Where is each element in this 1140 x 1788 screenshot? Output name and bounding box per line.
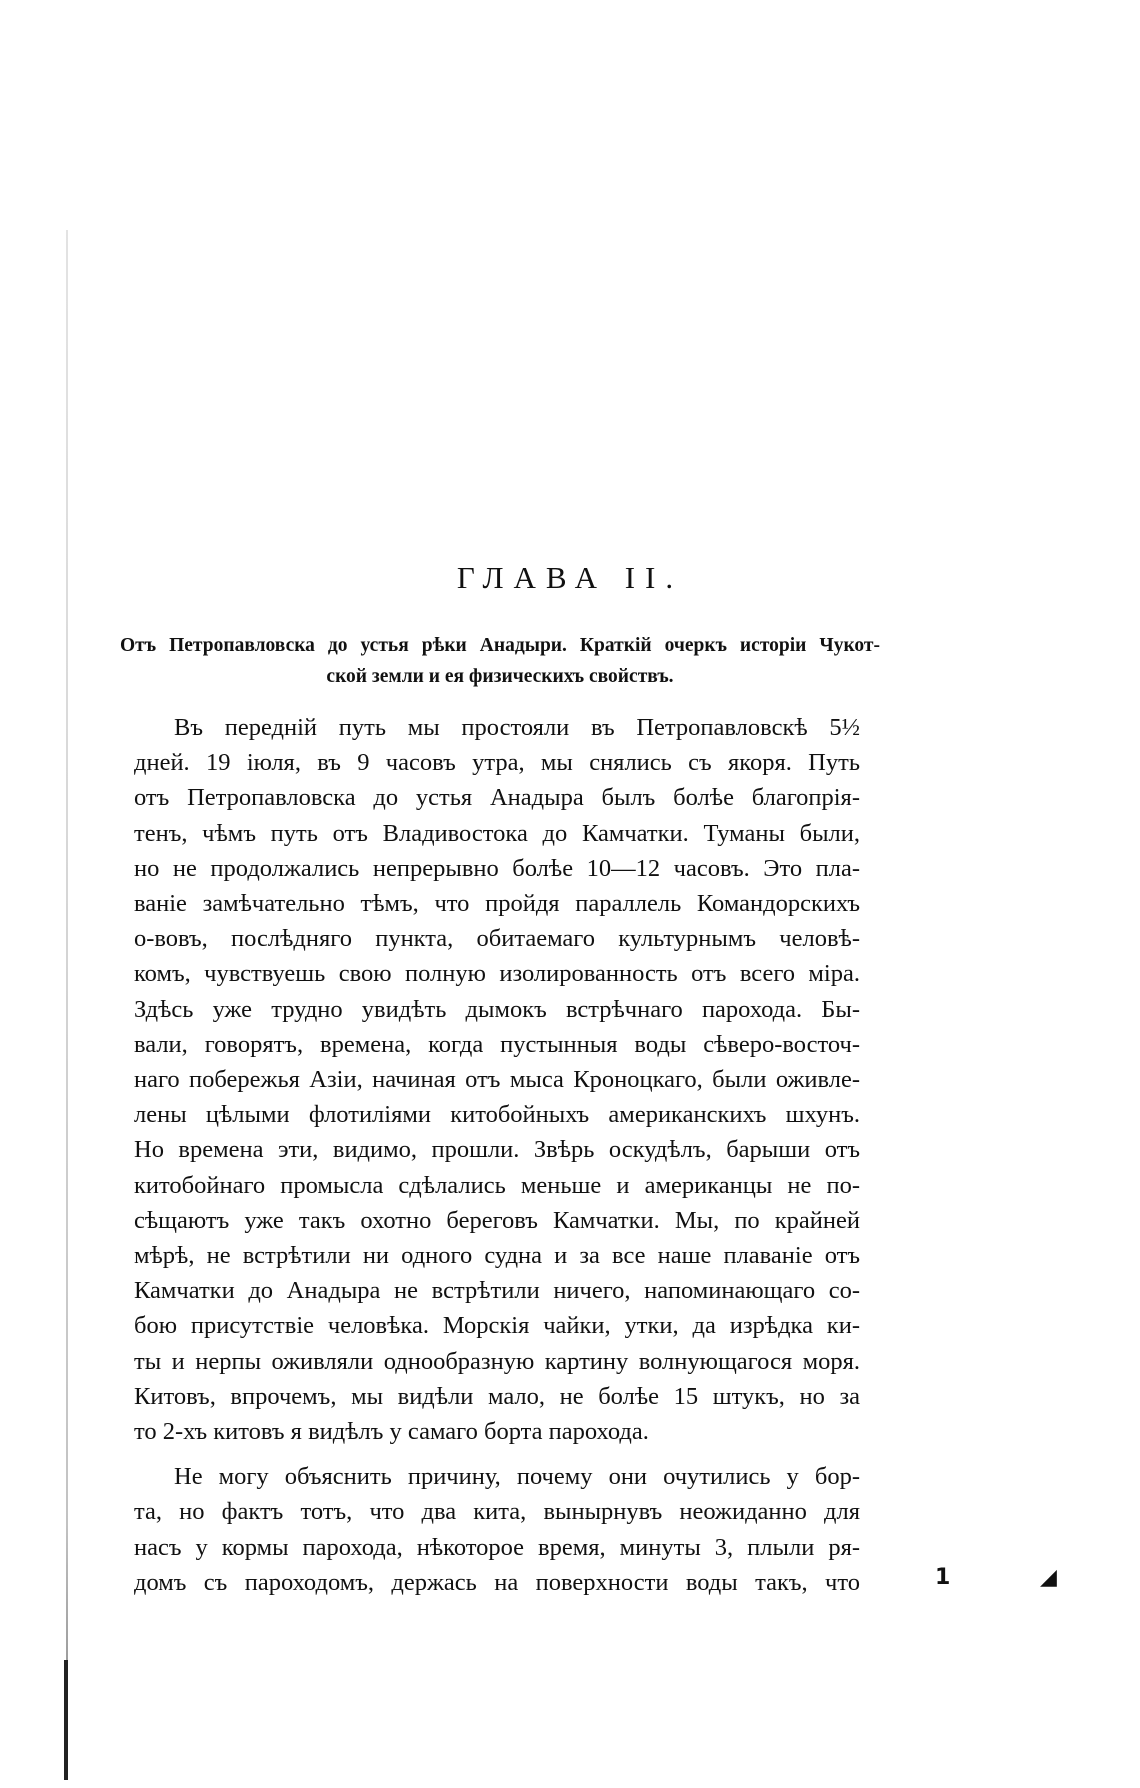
text-line: Камчатки до Анадыра не встрѣтили ничего, напоминающаго со- (134, 1277, 860, 1305)
text-line: о-вовъ, послѣдняго пункта, обитаемаго культурнымъ человѣ- (134, 925, 860, 953)
text-line: насъ у кормы парохода, нѣкоторое время, минуты 3, плыли ря- (134, 1533, 860, 1561)
margin-mark-left: 1 (935, 1565, 951, 1590)
text-line: Въ передній путь мы простояли въ Петропавловскѣ 5½ (174, 714, 860, 741)
paragraph-2 (134, 1459, 860, 1600)
page-edge-dark-mark (64, 1660, 68, 1780)
text-line: Не могу объяснить причину, почему они очутились у бор- (174, 1463, 860, 1491)
text-line: ваніе замѣчательно тѣмъ, что пройдя параллель Командорскихъ (134, 890, 860, 918)
chapter-title: ГЛАВА II. (456, 560, 684, 595)
text-line: домъ съ пароходомъ, держась на поверхности воды такъ, что (134, 1568, 860, 1596)
text-line: комъ, чувствуешь свою полную изолированность отъ всего міра. (134, 960, 860, 988)
text-line: тенъ, чѣмъ путь отъ Владивостока до Камчатки. Туманы были, (134, 819, 860, 847)
text-line: дней. 19 іюля, въ 9 часовъ утра, мы снялись съ якоря. Путь (134, 749, 860, 777)
subtitle-line: ской земли и ея физическихъ свойствъ. (326, 666, 674, 687)
text-line: Но времена эти, видимо, прошли. Звѣрь оскудѣлъ, барыши отъ (134, 1136, 860, 1164)
text-line: сѣщаютъ уже такъ охотно береговъ Камчатки. Мы, по крайней (134, 1206, 860, 1234)
text-line: Здѣсь уже трудно увидѣть дымокъ встрѣчнаго парохода. Бы- (134, 995, 860, 1023)
text-line: бою присутствіе человѣка. Морскія чайки, утки, да изрѣдка ки- (134, 1312, 860, 1340)
text-line: но не продолжались непрерывно болѣе 10—12 часовъ. Это пла- (134, 854, 860, 882)
text-line: отъ Петропавловска до устья Анадыра былъ болѣе благопрія- (134, 784, 860, 812)
body-text (134, 710, 860, 1610)
margin-mark-right: ◢ (1040, 1565, 1057, 1590)
text-line: ты и нерпы оживляли однообразную картину волнующагося моря. (134, 1347, 860, 1375)
text-line: китобойнаго промысла сдѣлались меньше и американцы не по- (134, 1171, 860, 1199)
text-line: то 2-хъ китовъ я видѣлъ у самаго борта парохода. (134, 1418, 649, 1446)
text-line: лены цѣлыми флотиліями китобойныхъ американскихъ шхунъ. (134, 1101, 860, 1129)
text-line: мѣрѣ, не встрѣтили ни одного судна и за все наше плаваніе отъ (134, 1242, 860, 1270)
text-line: Китовъ, впрочемъ, мы видѣли мало, не болѣе 15 штукъ, но за (134, 1382, 860, 1410)
page-edge-shadow (66, 230, 68, 1750)
paragraph-1 (134, 710, 860, 1449)
chapter-subtitle (120, 630, 880, 692)
text-line: наго побережья Азіи, начиная отъ мыса Кроноцкаго, были оживле- (134, 1066, 860, 1094)
text-line: вали, говорятъ, времена, когда пустынныя воды сѣверо-восточ- (134, 1030, 860, 1058)
text-line: та, но фактъ тотъ, что два кита, вынырнувъ неожиданно для (134, 1498, 860, 1526)
subtitle-line: Отъ Петропавловска до устья рѣки Анадыри. Краткій очеркъ исторіи Чукот- (120, 635, 880, 656)
